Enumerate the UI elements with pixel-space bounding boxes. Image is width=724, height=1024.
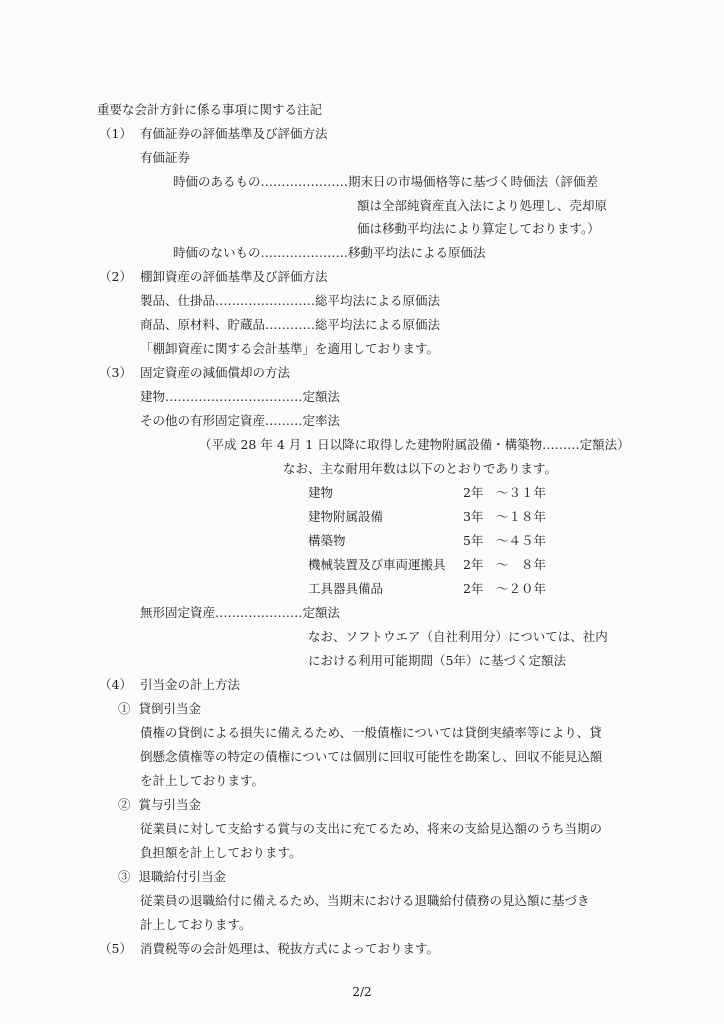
bonus-allowance-title: ② 賞与引当金 bbox=[118, 797, 201, 812]
life-table-name: 建物 bbox=[308, 485, 334, 500]
life-table-range: 3年 ～１８年 bbox=[463, 509, 546, 524]
notes-heading: 重要な会計方針に係る事項に関する注記 bbox=[97, 102, 323, 117]
other-tangible-line: その他の有形固定資産………定率法 bbox=[140, 413, 341, 428]
life-table-range: 2年 ～２０年 bbox=[463, 581, 546, 596]
retirement-allowance-line-1: 従業員の退職給付に備えるため、当期末における退職給付債務の見込額に基づき bbox=[140, 893, 590, 908]
life-table-name: 工具器具備品 bbox=[308, 581, 384, 596]
allowance-bad-debt-line-2: 倒懸念債権等の特定の債権については個別に回収可能性を勘案し、回収不能見込額 bbox=[140, 749, 603, 764]
allowance-bad-debt-title: ① 貸倒引当金 bbox=[118, 701, 201, 716]
useful-life-intro: なお、主な耐用年数は以下のとおりであります。 bbox=[283, 461, 558, 476]
no-market-value-line: 時価のないもの…………………移動平均法による原価法 bbox=[173, 245, 486, 260]
life-table-name: 建物附属設備 bbox=[308, 509, 384, 524]
intangible-note-2: における利用可能期間（5年）に基づく定額法 bbox=[308, 653, 566, 668]
market-value-line-1: 時価のあるもの…………………期末日の市場価格等に基づく時価法（評価差 bbox=[173, 174, 599, 189]
section-1-number: （1） bbox=[99, 126, 132, 141]
section-2-title: 棚卸資産の評価基準及び評価方法 bbox=[140, 269, 328, 284]
bonus-allowance-line-2: 負担額を計上しております。 bbox=[140, 845, 302, 860]
page-number: 2/2 bbox=[352, 985, 372, 999]
section-4-title: 引当金の計上方法 bbox=[140, 677, 241, 692]
market-value-line-3: 価は移動平均法により算定しております。） bbox=[357, 221, 600, 236]
allowance-bad-debt-line-3: を計上しております。 bbox=[140, 773, 265, 788]
inventory-line-1: 製品、仕掛品……………………総平均法による原価法 bbox=[140, 293, 441, 308]
retirement-allowance-line-2: 計上しております。 bbox=[140, 917, 252, 932]
section-2-number: （2） bbox=[99, 269, 132, 284]
life-table-range: 5年 ～４５年 bbox=[463, 533, 546, 548]
bonus-allowance-line-1: 従業員に対して支給する賞与の支出に充てるため、将来の支給見込額のうち当期の bbox=[140, 821, 603, 836]
allowance-bad-debt-line-1: 債権の貸倒による損失に備えるため、一般債権については貸倒実績率等により、貸 bbox=[140, 725, 602, 740]
section-4-number: （4） bbox=[99, 677, 132, 692]
life-table-name: 構築物 bbox=[308, 533, 346, 548]
intangible-note-1: なお、ソフトウエア（自社利用分）については、社内 bbox=[308, 629, 608, 644]
section-1-title: 有価証券の評価基準及び評価方法 bbox=[140, 126, 328, 141]
life-table-range: 2年 ～ ８年 bbox=[463, 557, 546, 572]
retirement-allowance-title: ③ 退職給付引当金 bbox=[118, 869, 226, 884]
inventory-line-2: 商品、原材料、貯蔵品…………総平均法による原価法 bbox=[140, 317, 441, 332]
intangible-line: 無形固定資産…………………定額法 bbox=[140, 605, 341, 620]
building-line: 建物……………………………定額法 bbox=[140, 389, 341, 404]
section-5-number: （5） bbox=[99, 941, 132, 956]
life-table-name: 機械装置及び車両運搬具 bbox=[308, 557, 446, 572]
inventory-line-3: 「棚卸資産に関する会計基準」を適用しております。 bbox=[140, 341, 440, 356]
securities-subheading: 有価証券 bbox=[140, 150, 191, 165]
after-2016-note: （平成 28 年 4 月 1 日以降に取得した建物附属設備・構築物………定額法） bbox=[199, 437, 630, 452]
section-3-number: （3） bbox=[99, 365, 132, 380]
section-3-title: 固定資産の減価償却の方法 bbox=[140, 365, 291, 380]
life-table-range: 2年 ～３１年 bbox=[463, 485, 546, 500]
market-value-line-2: 額は全部純資産直入法により処理し、売却原 bbox=[357, 198, 608, 213]
section-5-text: 消費税等の会計処理は、税抜方式によっております。 bbox=[140, 941, 440, 956]
